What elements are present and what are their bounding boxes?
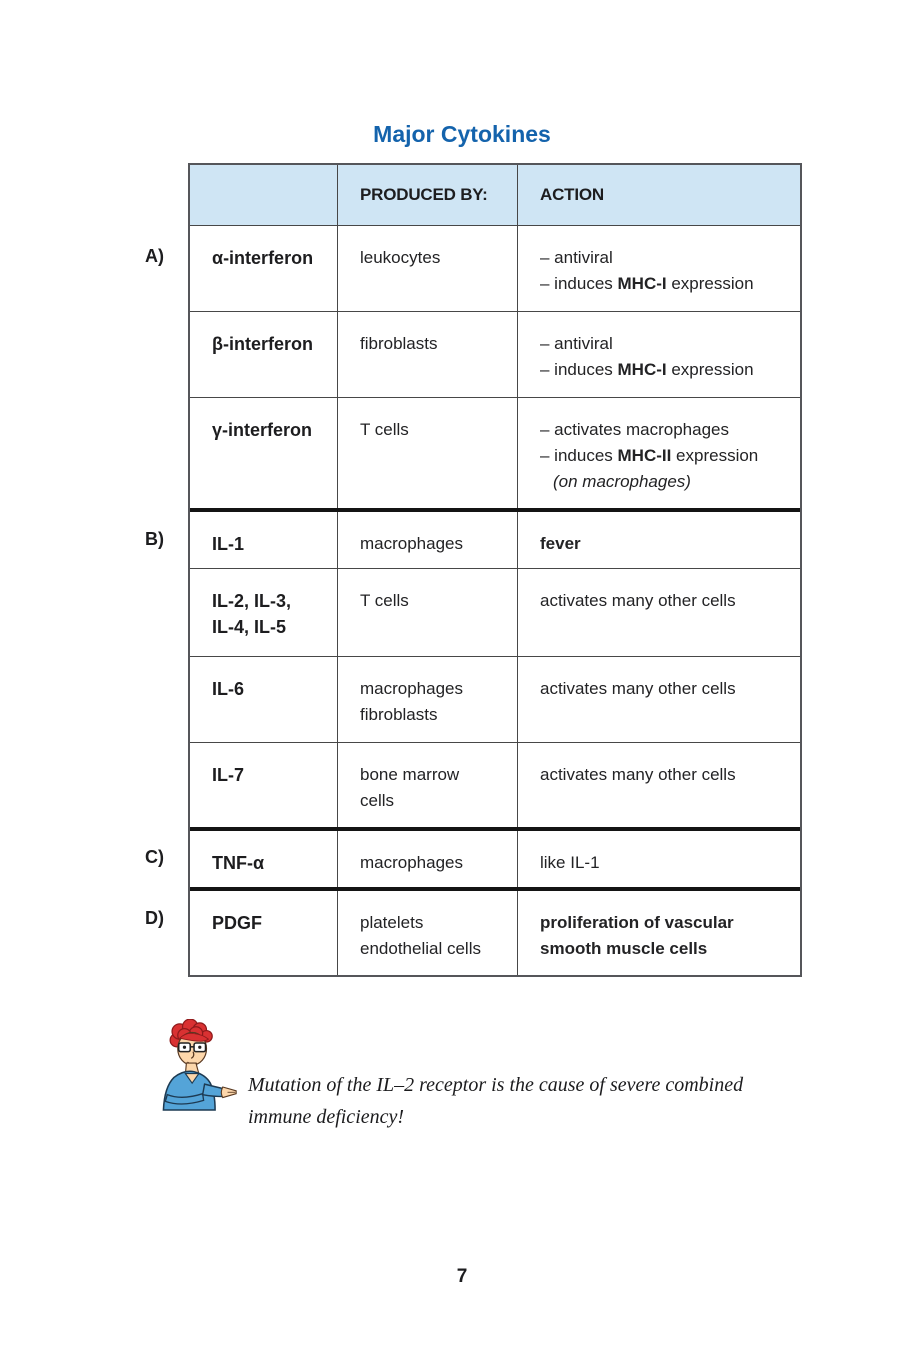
cytokines-table xyxy=(188,163,802,977)
producer-line: leukocytes xyxy=(360,248,441,267)
produced-by-cell xyxy=(337,512,517,568)
action-cell xyxy=(517,743,800,827)
cytokine-name: IL-1 xyxy=(212,534,245,554)
producer-line: macrophages xyxy=(360,534,464,553)
cytokine-name-cell xyxy=(190,512,337,568)
section-label-d: D) xyxy=(145,908,164,928)
action-cell xyxy=(517,312,800,397)
cytokine-name: γ-interferon xyxy=(212,420,313,440)
cytokine-name-cell xyxy=(190,398,337,508)
table-header-row xyxy=(190,165,800,225)
action-cell xyxy=(517,226,800,311)
cytokine-name: IL-2, IL-3, xyxy=(212,591,292,611)
cytokine-name-cell xyxy=(190,569,337,656)
produced-by-cell xyxy=(337,891,517,975)
header-action-cell xyxy=(517,165,800,225)
header-produced-by-cell xyxy=(337,165,517,225)
cytokine-name-cell xyxy=(190,312,337,397)
producer-line: T cells xyxy=(360,591,409,610)
page-number: 7 xyxy=(456,1266,468,1287)
header-action: ACTION xyxy=(540,185,604,204)
produced-by-cell xyxy=(337,569,517,656)
action-cell xyxy=(517,569,800,656)
producer-line: macrophages xyxy=(360,679,464,698)
note-line-2: immune deficiency! xyxy=(248,1106,405,1128)
note-text xyxy=(248,1069,768,1133)
produced-by-cell xyxy=(337,657,517,742)
page-title: Major Cytokines xyxy=(373,121,551,147)
action-line: proliferation of vascular xyxy=(540,913,734,932)
action-cell xyxy=(517,398,800,508)
action-line: – induces MHC-I expression xyxy=(540,360,754,379)
cytokine-name: IL-7 xyxy=(212,765,245,785)
action-cell xyxy=(517,657,800,742)
action-line: – induces MHC-II expression xyxy=(540,446,759,465)
action-cell xyxy=(517,891,800,975)
action-cell xyxy=(517,831,800,887)
cytokine-name-cell xyxy=(190,831,337,887)
table-row-beta-interferon xyxy=(190,311,800,397)
producer-line: platelets xyxy=(360,913,424,932)
section-label-a: A) xyxy=(145,246,164,266)
action-line: activates many other cells xyxy=(540,679,736,698)
table-row-il2-il5 xyxy=(190,568,800,656)
action-line: smooth muscle cells xyxy=(540,939,708,958)
action-line: fever xyxy=(540,534,581,553)
header-produced-by: PRODUCED BY: xyxy=(360,185,488,204)
cytokine-name: IL-6 xyxy=(212,679,245,699)
producer-line: fibroblasts xyxy=(360,334,438,353)
cytokine-name-cell xyxy=(190,743,337,827)
producer-line: bone marrow xyxy=(360,765,460,784)
cytokine-name-cell xyxy=(190,891,337,975)
producer-line: macrophages xyxy=(360,853,464,872)
cytokine-name: α-interferon xyxy=(212,248,314,268)
action-line-note: (on macrophages) xyxy=(553,472,691,491)
table-row-gamma-interferon xyxy=(190,397,800,508)
producer-line: fibroblasts xyxy=(360,705,438,724)
table-row-il6 xyxy=(190,656,800,742)
producer-line: endothelial cells xyxy=(360,939,481,958)
action-line: – antiviral xyxy=(540,334,613,353)
note-line-1: Mutation of the IL–2 receptor is the cause of severe combined xyxy=(248,1074,744,1096)
table-row-pdgf xyxy=(190,887,800,975)
action-line: – antiviral xyxy=(540,248,613,267)
pointing-person-icon xyxy=(151,1019,239,1111)
table-row-tnf-alpha xyxy=(190,827,800,887)
section-label-b: B) xyxy=(145,529,164,549)
cytokine-name-cell xyxy=(190,657,337,742)
producer-line: T cells xyxy=(360,420,409,439)
produced-by-cell xyxy=(337,831,517,887)
table-row-alpha-interferon xyxy=(190,225,800,311)
produced-by-cell xyxy=(337,226,517,311)
header-empty-cell xyxy=(190,165,337,225)
produced-by-cell xyxy=(337,398,517,508)
cytokine-name: TNF-α xyxy=(212,853,265,873)
producer-line: cells xyxy=(360,791,395,810)
table-row-il7 xyxy=(190,742,800,827)
action-line: – activates macrophages xyxy=(540,420,729,439)
cytokine-name-cell xyxy=(190,226,337,311)
section-label-c: C) xyxy=(145,847,164,867)
produced-by-cell xyxy=(337,743,517,827)
cytokine-name: β-interferon xyxy=(212,334,313,354)
action-line: – induces MHC-I expression xyxy=(540,274,754,293)
action-line: activates many other cells xyxy=(540,765,736,784)
cytokine-name: PDGF xyxy=(212,913,263,933)
produced-by-cell xyxy=(337,312,517,397)
cytokine-name: IL-4, IL-5 xyxy=(212,617,287,637)
table-row-il1 xyxy=(190,508,800,568)
action-line: activates many other cells xyxy=(540,591,736,610)
action-cell xyxy=(517,512,800,568)
action-line: like IL-1 xyxy=(540,853,600,872)
